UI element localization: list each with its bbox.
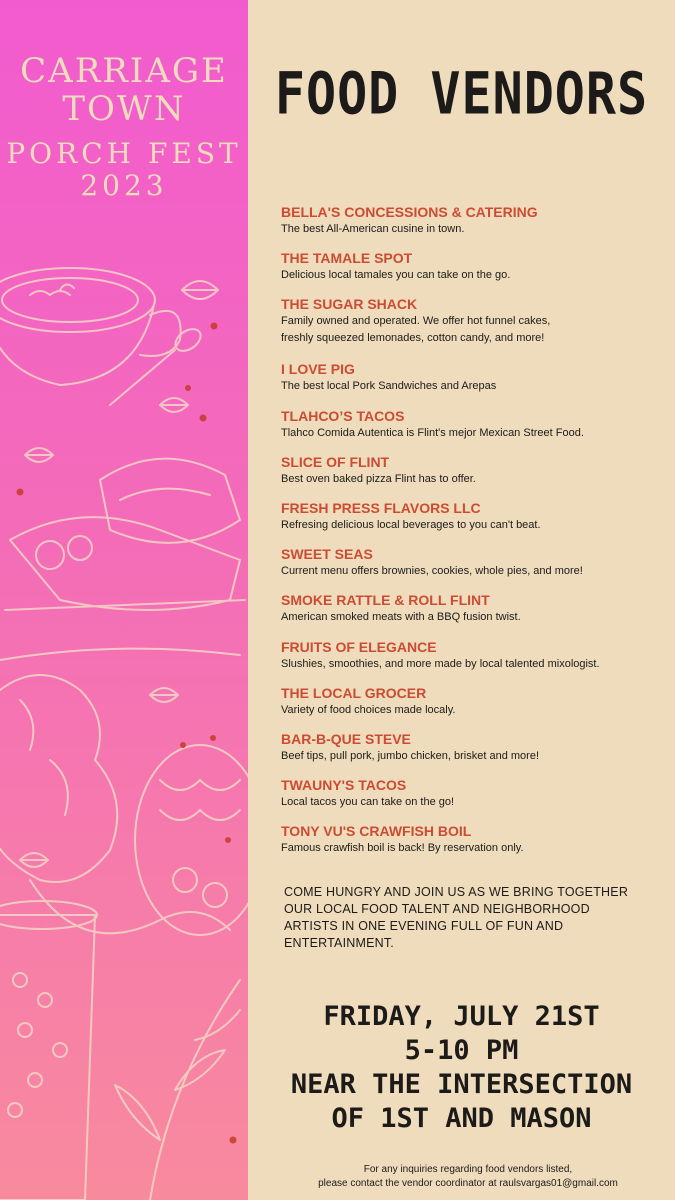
event-details	[248, 1000, 675, 1136]
vendor-name: TLAHCO’S TACOS	[281, 407, 405, 424]
content-panel	[248, 0, 675, 1200]
blurb-line: ENTERTAINMENT.	[284, 936, 394, 950]
vendor-name: THE LOCAL GROCER	[281, 684, 427, 701]
event-time: 5-10 PM	[404, 1035, 519, 1066]
vendor-name: FRESH PRESS FLAVORS LLC	[281, 499, 481, 516]
event-title-line1: CARRIAGE	[20, 51, 228, 91]
event-blurb	[284, 884, 644, 952]
vendor-description: Best oven baked pizza Flint has to offer.	[281, 472, 476, 485]
event-title	[0, 52, 248, 202]
list-item	[281, 822, 671, 868]
blurb-line: COME HUNGRY AND JOIN US AS WE BRING TOGETHER	[284, 885, 629, 899]
list-item	[281, 360, 671, 406]
list-item	[281, 249, 671, 295]
vendor-description: Delicious local tamales you can take on the go.	[281, 269, 511, 282]
dot-icons	[17, 323, 237, 1144]
list-item	[281, 453, 671, 499]
event-title-line2: TOWN	[62, 89, 186, 129]
vendor-name: SLICE OF FLINT	[281, 453, 390, 470]
noodle-bowl-icon	[135, 745, 248, 935]
list-item	[281, 638, 671, 684]
vendor-description: Slushies, smoothies, and more made by local talented mixologist.	[281, 657, 600, 670]
list-item	[281, 407, 671, 453]
event-subtitle-line1: PORCH FEST	[6, 137, 242, 170]
vendor-name: THE TAMALE SPOT	[281, 250, 413, 267]
plant-icon	[115, 980, 240, 1200]
leaf-icon	[20, 281, 218, 867]
list-item	[281, 684, 671, 730]
vendor-description: Refresing delicious local beverages to you can't beat.	[281, 518, 541, 531]
vendor-name: BELLA'S CONCESSIONS & CATERING	[281, 204, 538, 220]
list-item	[281, 203, 671, 249]
drink-cup-icon	[0, 901, 97, 1200]
vendor-description: Famous crawfish boil is back! By reservation only.	[281, 842, 524, 855]
vendor-name: TONY VU'S CRAWFISH BOIL	[281, 823, 472, 840]
blurb-line: OUR LOCAL FOOD TALENT AND NEIGHBORHOOD	[284, 902, 590, 916]
contact-line1: For any inquiries regarding food vendors listed,	[363, 1164, 573, 1175]
list-item	[281, 545, 671, 591]
vendor-description: Beef tips, pull pork, jumbo chicken, brisket and more!	[281, 749, 540, 762]
vendor-name: BAR-B-QUE STEVE	[281, 730, 411, 747]
vendor-description: Local tacos you can take on the go!	[281, 796, 455, 809]
event-date: FRIDAY, JULY 21ST	[323, 1001, 600, 1032]
vendor-name: SWEET SEAS	[281, 546, 373, 563]
contact-line2: please contact the vendor coordinator at raulsvargas01@gmail.com	[318, 1178, 618, 1189]
list-item	[281, 776, 671, 822]
vendor-list	[281, 203, 671, 868]
list-item	[281, 591, 671, 637]
croissant-icon	[0, 675, 230, 933]
vendor-description: Family owned and operated. We offer hot funnel cakes,	[281, 315, 551, 328]
event-location-line2: OF 1ST AND MASON	[331, 1103, 592, 1134]
list-item	[281, 295, 671, 360]
vendor-description: Tlahco Comida Autentica is Flint's mejor Mexican Street Food.	[281, 426, 584, 439]
bread-board-icon	[0, 459, 245, 660]
contact-note	[268, 1163, 668, 1191]
blurb-line: ARTISTS IN ONE EVENING FULL OF FUN AND	[284, 919, 564, 933]
vendor-name: FRUITS OF ELEGANCE	[281, 638, 437, 655]
vendor-name: I LOVE PIG	[281, 361, 355, 378]
decorative-side-panel	[0, 0, 248, 1200]
vendor-description: Variety of food choices made localy.	[281, 703, 456, 716]
spoon-icon	[110, 325, 205, 405]
event-subtitle-line2: 2023	[80, 169, 168, 202]
page-title: FOOD VENDORS	[274, 60, 649, 128]
vendor-description: Current menu offers brownies, cookies, whole pies, and more!	[281, 565, 583, 578]
list-item	[281, 730, 671, 776]
vendor-name: TWAUNY'S TACOS	[281, 777, 407, 794]
vendor-name: THE SUGAR SHACK	[281, 296, 418, 313]
vendor-description-line2: freshly squeezed lemonades, cotton candy, and more!	[281, 332, 545, 345]
vendor-description: The best local Pork Sandwiches and Arepas	[281, 380, 497, 393]
vendor-description: The best All-American cusine in town.	[281, 223, 465, 235]
event-location-line1: NEAR THE INTERSECTION	[290, 1069, 633, 1100]
list-item	[281, 499, 671, 545]
vendor-name: SMOKE RATTLE & ROLL FLINT	[281, 592, 490, 609]
vendor-description: American smoked meats with a BBQ fusion twist.	[281, 611, 521, 624]
